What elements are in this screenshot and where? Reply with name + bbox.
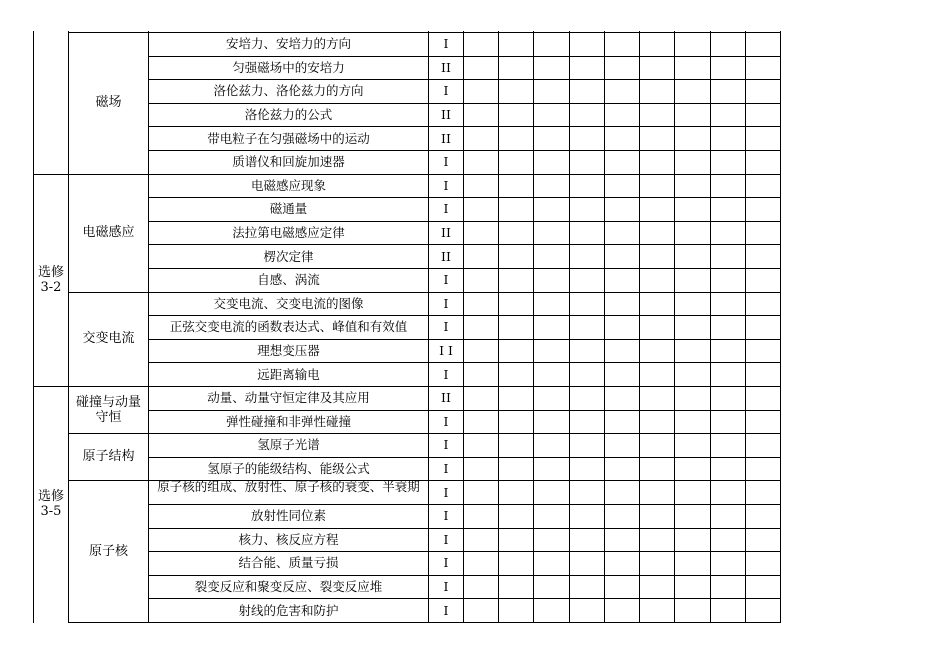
topic-cell: 质谱仪和回旋加速器 — [232, 154, 345, 170]
chapter-label: 磁场 — [95, 95, 122, 111]
topic-cell: 洛伦兹力的公式 — [244, 107, 333, 123]
module-label — [34, 32, 68, 174]
level-cell: II — [441, 130, 451, 146]
topic-cell: 原子核的组成、放射性、原子核的衰变、半衰期 — [157, 480, 420, 495]
topic-cell: 正弦交变电流的函数表达式、峰值和有效值 — [169, 319, 408, 335]
module-label: 选修 3-5 — [37, 489, 64, 519]
topic-cell: 动量、动量守恒定律及其应用 — [207, 390, 370, 406]
level-cell: I — [443, 461, 449, 477]
level-cell: I — [443, 555, 449, 571]
level-cell: II — [441, 225, 451, 241]
level-cell: I — [443, 413, 449, 429]
row-border — [148, 622, 781, 623]
level-cell: I — [443, 508, 449, 524]
blank-column-border — [639, 31, 640, 623]
topic-cell: 法拉第电磁感应定律 — [232, 225, 345, 241]
level-cell: I — [443, 83, 449, 99]
blank-column-border — [710, 31, 711, 623]
blank-column-border — [780, 31, 781, 623]
topic-cell: 远距离输电 — [257, 366, 320, 382]
level-cell: I — [443, 177, 449, 193]
level-cell: I — [443, 366, 449, 382]
blank-column-border — [745, 31, 746, 623]
blank-column-border — [604, 31, 605, 623]
level-cell: I — [443, 602, 449, 618]
level-cell: I — [443, 154, 449, 170]
chapter-border — [68, 622, 148, 623]
blank-column-border — [569, 31, 570, 623]
level-cell: I — [443, 201, 449, 217]
level-cell: I — [443, 484, 449, 500]
topic-cell: 裂变反应和聚变反应、裂变反应堆 — [194, 579, 383, 595]
blank-column-border — [674, 31, 675, 623]
level-cell: II — [441, 248, 451, 264]
level-cell: I — [443, 531, 449, 547]
level-cell: I — [443, 295, 449, 311]
topic-cell: 匀强磁场中的安培力 — [232, 59, 345, 75]
topic-cell: 磁通量 — [269, 201, 308, 217]
level-cell: I — [443, 319, 449, 335]
blank-column-border — [498, 31, 499, 623]
chapter-label: 电磁感应 — [82, 225, 135, 241]
level-cell: I — [443, 272, 449, 288]
module-label: 选修 3-2 — [37, 264, 64, 295]
topic-cell: 结合能、质量亏损 — [238, 555, 339, 571]
topic-cell: 放射性同位素 — [250, 508, 326, 524]
topic-cell: 自感、涡流 — [257, 272, 320, 288]
topic-cell: 氢原子的能级结构、能级公式 — [207, 461, 370, 477]
level-cell: I — [443, 579, 449, 595]
topic-cell: 核力、核反应方程 — [238, 531, 339, 547]
level-cell: I — [443, 437, 449, 453]
chapter-label: 原子核 — [88, 543, 128, 559]
topic-cell: 交变电流、交变电流的图像 — [213, 295, 364, 311]
topic-cell: 电磁感应现象 — [250, 177, 326, 193]
chapter-label: 碰撞与动量 守恒 — [75, 394, 141, 425]
level-cell: I — [443, 36, 449, 52]
topic-cell: 楞次定律 — [263, 248, 314, 264]
topic-cell: 洛伦兹力、洛伦兹力的方向 — [213, 83, 364, 99]
blank-column-border — [533, 31, 534, 623]
topic-cell: 带电粒子在匀强磁场中的运动 — [207, 130, 370, 146]
topic-cell: 氢原子光谱 — [257, 437, 320, 453]
chapter-label: 原子结构 — [82, 449, 135, 465]
level-cell: I I — [439, 343, 453, 359]
level-cell: II — [441, 59, 451, 75]
topic-cell: 理想变压器 — [257, 343, 320, 359]
blank-column-border — [463, 31, 464, 623]
level-cell: II — [441, 107, 451, 123]
chapter-label: 交变电流 — [82, 331, 135, 347]
topic-cell: 安培力、安培力的方向 — [225, 36, 351, 52]
topic-cell: 射线的危害和防护 — [238, 602, 339, 618]
topic-cell: 弹性碰撞和非弹性碰撞 — [225, 413, 351, 429]
level-cell: II — [441, 390, 451, 406]
